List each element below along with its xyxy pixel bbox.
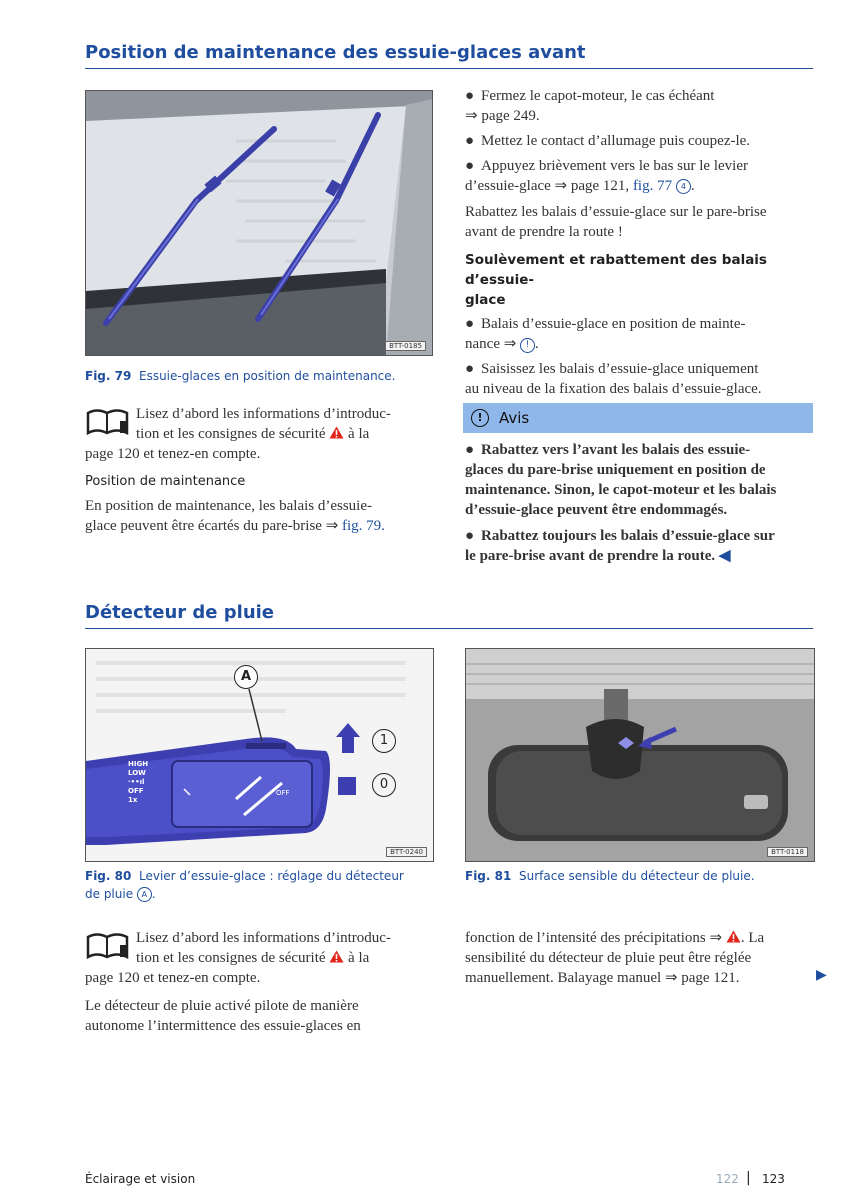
para-line-2-text: glace peuvent être écartés du pare-brise ⇒	[85, 518, 339, 534]
avis-header	[463, 403, 813, 433]
notice-icon: !	[471, 409, 489, 427]
right-line-1-end: . La	[740, 930, 765, 946]
footer-chapter: Éclairage et vision	[85, 1172, 196, 1186]
intro-line-1: Lisez d’abord les informations d’introduc-	[136, 406, 391, 422]
list-item-text: Balais d’essuie-glace en position de mainte-	[481, 316, 746, 332]
intro-line-2-end: à la	[348, 426, 370, 442]
warning-paragraph	[465, 202, 815, 242]
caption-text: Levier d’essuie-glace : réglage du détecteur	[138, 869, 404, 883]
callout-a-icon: A	[234, 665, 258, 689]
avis-line: le pare-brise avant de prendre la route.	[465, 548, 716, 564]
avis-line: maintenance. Sinon, le capot-moteur et les balais	[465, 482, 777, 498]
para-line-1: Le détecteur de pluie activé pilote de manière	[85, 998, 359, 1014]
callout-number: 4	[676, 179, 691, 194]
mirror-illustration	[466, 649, 814, 861]
avis-line: glaces du pare-brise uniquement en position de	[465, 462, 766, 478]
avis-item: ● Rabattez toujours les balais d’essuie-glace sur le pare-brise avant de prendre la route. ◀	[465, 528, 775, 564]
lever-label-off-rear: OFF	[276, 789, 290, 797]
caption-label: Fig. 79	[85, 369, 132, 383]
list-item-text: Fermez le capot-moteur, le cas échéant	[481, 88, 715, 104]
section-divider	[85, 68, 813, 69]
figure-80-caption: Fig. 80 Levier d’essuie-glace : réglage du détecteur de pluie A .	[85, 869, 404, 901]
callout-0-icon: 0	[372, 773, 396, 797]
right-line-3: manuellement. Balayage manuel ⇒ page 121.	[465, 970, 740, 986]
list-item-text: Mettez le contact d’allumage puis coupez-le.	[481, 133, 751, 149]
lever-label-single: 1x	[128, 796, 138, 804]
warning-icon	[726, 930, 741, 943]
warning-line-1: Rabattez les balais d’essuie-glace sur le pare-brise	[465, 204, 767, 220]
right-line-1-text: fonction de l’intensité des précipitations ⇒	[465, 930, 723, 946]
para-line-1: En position de maintenance, les balais d’essuie-	[85, 498, 372, 514]
intro-line-3: page 120 et tenez-en compte.	[85, 970, 261, 986]
figure-tag: BTT-0185	[385, 341, 426, 351]
list-item-text: au niveau de la fixation des balais d’essuie-glace.	[465, 381, 762, 397]
avis-line: d’essuie-glace peuvent être endommagés.	[465, 502, 728, 518]
list-item: ● Saisissez les balais d’essuie-glace uniquement au niveau de la fixation des balais d’essuie-glace.	[465, 361, 762, 397]
footer-page-left: 122	[716, 1172, 739, 1186]
avis-item: ● Rabattez vers l’avant les balais des essuie- glaces du pare-brise uniquement en position de maintenance. Sinon, le capot-moteur et les balais d’essuie-glace peuvent être endommagés.	[465, 442, 777, 518]
avis-content	[465, 440, 815, 566]
caption-text: de pluie	[85, 887, 134, 901]
footer-separator: |	[746, 1170, 751, 1186]
intro-line-2-text: tion et les consignes de sécurité	[136, 950, 326, 966]
lever-position-labels	[128, 760, 148, 805]
warning-icon	[329, 426, 344, 439]
list-item: ● Mettez le contact d’allumage puis coupez-le.	[465, 133, 751, 149]
right-line-1	[465, 928, 764, 948]
intro-line-2	[136, 948, 369, 968]
callout-1-icon: 1	[372, 729, 396, 753]
caption-label: Fig. 81	[465, 869, 512, 883]
figure-tag: BTT-0240	[386, 847, 427, 857]
list-item: ● Appuyez brièvement vers le bas sur le levier d’essuie-glace ⇒ page 121, fig. 77 4 .	[465, 158, 748, 194]
warning-icon	[329, 950, 344, 963]
figure-81-rain-sensor	[465, 648, 815, 862]
right-column-steps	[465, 86, 815, 404]
list-item: ● Fermez le capot-moteur, le cas échéant ⇒ page 249.	[465, 88, 715, 124]
lever-label-low: LOW	[128, 769, 146, 777]
list-item-text: Saisissez les balais d’essuie-glace uniquement	[481, 361, 759, 377]
lever-label-off: OFF	[128, 787, 144, 795]
avis-line: Rabattez vers l’avant les balais des essuie-	[481, 442, 751, 458]
warning-line-2: avant de prendre la route !	[465, 224, 623, 240]
figure-79-caption	[85, 367, 435, 385]
figure-81-caption	[465, 867, 815, 885]
list-item-text: d’essuie-glace ⇒ page 121,	[465, 178, 630, 194]
avis-line: Rabattez toujours les balais d’essuie-glace sur	[481, 528, 775, 544]
para-line-2: autonome l’intermittence des essuie-glaces en	[85, 1018, 361, 1034]
list-item-text: nance ⇒	[465, 336, 517, 352]
intro-line-3: page 120 et tenez-en compte.	[85, 446, 261, 462]
footer-page-right: 123	[762, 1172, 785, 1186]
list-item: ● Balais d’essuie-glace en position de mainte- nance ⇒ ! .	[465, 316, 746, 352]
para-line-2	[85, 516, 385, 536]
intro-line-2	[136, 424, 369, 444]
end-marker-icon: ◀	[718, 548, 731, 564]
fig-77-link[interactable]: fig. 77	[632, 178, 673, 194]
subheading-line-1: Soulèvement et rabattement des balais d’essuie-	[465, 252, 767, 288]
continue-arrow-icon: ▶	[816, 967, 827, 983]
figure-tag: BTT-0118	[767, 847, 808, 857]
intro-line-2-end: à la	[348, 950, 370, 966]
book-icon	[85, 931, 131, 961]
caption-label: Fig. 80	[85, 869, 132, 883]
lever-label-high: HIGH	[128, 760, 149, 768]
notice-circle-icon: !	[520, 338, 535, 353]
caption-text: Surface sensible du détecteur de pluie.	[518, 869, 755, 883]
subheading-line-2: glace	[465, 292, 506, 308]
book-icon	[85, 407, 131, 437]
list-item-text: Appuyez brièvement vers le bas sur le levier	[481, 158, 748, 174]
subheading-raise-lower	[465, 250, 815, 310]
avis-title: Avis	[499, 409, 530, 427]
section-divider	[85, 628, 813, 629]
figure-79-wipers-maintenance	[85, 90, 433, 356]
subheading-maintenance: Position de maintenance	[85, 474, 246, 489]
list-item-text: ⇒ page 249.	[465, 108, 540, 124]
lever-illustration	[86, 649, 433, 861]
caption-text: Essuie-glaces en position de maintenance.	[138, 369, 396, 383]
fig-79-link[interactable]: fig. 79.	[342, 518, 385, 534]
section-title-rain-sensor: Détecteur de pluie	[85, 602, 275, 623]
right-line-2: sensibilité du détecteur de pluie peut être réglée	[465, 950, 752, 966]
section-title-maintenance: Position de maintenance des essuie-glaces avant	[85, 42, 586, 63]
figure-80-wiper-lever	[85, 648, 434, 862]
wiper-illustration	[86, 91, 432, 355]
callout-a-small: A	[137, 887, 152, 902]
intro-line-2-text: tion et les consignes de sécurité	[136, 426, 326, 442]
intro-line-1: Lisez d’abord les informations d’introduc-	[136, 930, 391, 946]
lever-label-auto: ·••ıl	[128, 778, 145, 786]
